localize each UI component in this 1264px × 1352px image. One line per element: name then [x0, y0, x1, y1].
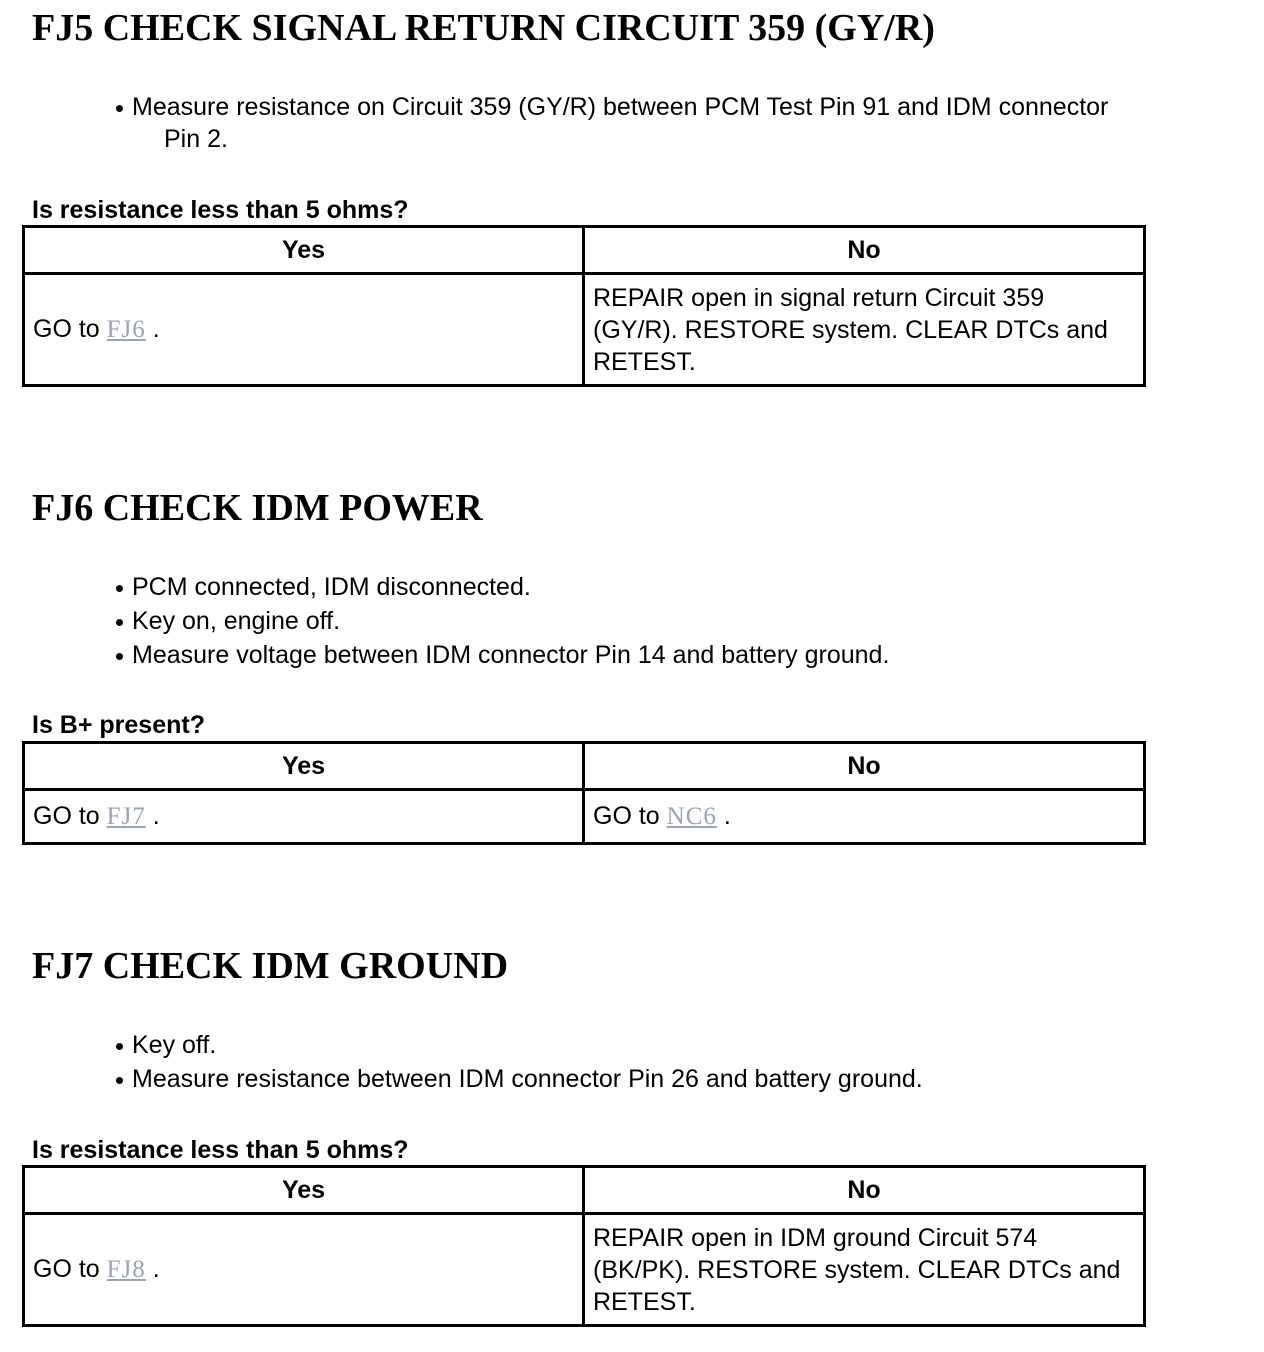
fj6-step-3: Measure voltage between IDM connector Pin 14 and battery ground.	[112, 639, 1242, 671]
fj7-steps	[112, 1029, 1242, 1097]
fj5-yes-cell	[24, 274, 584, 386]
fj5-steps	[112, 91, 1242, 157]
fj6-question: Is B+ present?	[32, 711, 205, 739]
fj7-step-1: Key off.	[112, 1029, 1242, 1061]
fj6-step-2: Key on, engine off.	[112, 605, 1242, 637]
fj7-no-header: No	[584, 1167, 1145, 1214]
fj6-yes-prefix: GO to	[33, 802, 100, 830]
fj7-yes-header: Yes	[24, 1167, 584, 1214]
fj5-yes-header: Yes	[24, 227, 584, 274]
fj6-yes-suffix: .	[152, 802, 160, 830]
fj6-step-1: PCM connected, IDM disconnected.	[112, 571, 1242, 603]
fj7-yes-suffix: .	[152, 1255, 160, 1283]
fj5-step-1	[112, 91, 1242, 155]
fj5-step-1-line-1: Measure resistance on Circuit 359 (GY/R) between PCM Test Pin 91 and IDM connector	[132, 93, 1109, 121]
fj6-yes-cell	[24, 790, 584, 844]
fj6-no-link[interactable]: NC6	[666, 803, 717, 830]
fj5-title: FJ5 CHECK SIGNAL RETURN CIRCUIT 359 (GY/R)	[32, 7, 935, 49]
fj5-question: Is resistance less than 5 ohms?	[32, 196, 409, 224]
fj5-yes-prefix: GO to	[33, 315, 100, 343]
fj6-no-cell	[584, 790, 1145, 844]
fj5-yes-suffix: .	[152, 315, 160, 343]
fj5-step-1-line-2: Pin 2.	[164, 125, 228, 153]
fj6-title: FJ6 CHECK IDM POWER	[32, 487, 483, 529]
fj7-step-2: Measure resistance between IDM connector Pin 26 and battery ground.	[112, 1063, 1242, 1095]
fj5-no-header: No	[584, 227, 1145, 274]
fj7-result-table	[22, 1165, 1146, 1327]
fj5-no-cell: REPAIR open in signal return Circuit 359 (GY/R). RESTORE system. CLEAR DTCs and RETEST.	[584, 274, 1145, 386]
fj7-yes-prefix: GO to	[33, 1255, 100, 1283]
fj5-result-table	[22, 225, 1146, 387]
fj6-yes-header: Yes	[24, 743, 584, 790]
fj6-yes-link[interactable]: FJ7	[106, 803, 146, 830]
fj7-yes-link[interactable]: FJ8	[106, 1256, 146, 1283]
fj7-title: FJ7 CHECK IDM GROUND	[32, 945, 509, 987]
fj6-no-prefix: GO to	[593, 802, 660, 830]
fj6-no-header: No	[584, 743, 1145, 790]
fj6-result-table	[22, 741, 1146, 845]
fj6-steps	[112, 571, 1242, 673]
fj7-no-cell: REPAIR open in IDM ground Circuit 574 (BK/PK). RESTORE system. CLEAR DTCs and RETEST.	[584, 1214, 1145, 1326]
fj6-no-suffix: .	[723, 802, 731, 830]
fj7-question: Is resistance less than 5 ohms?	[32, 1136, 409, 1164]
fj7-yes-cell	[24, 1214, 584, 1326]
fj5-yes-link[interactable]: FJ6	[106, 316, 146, 343]
